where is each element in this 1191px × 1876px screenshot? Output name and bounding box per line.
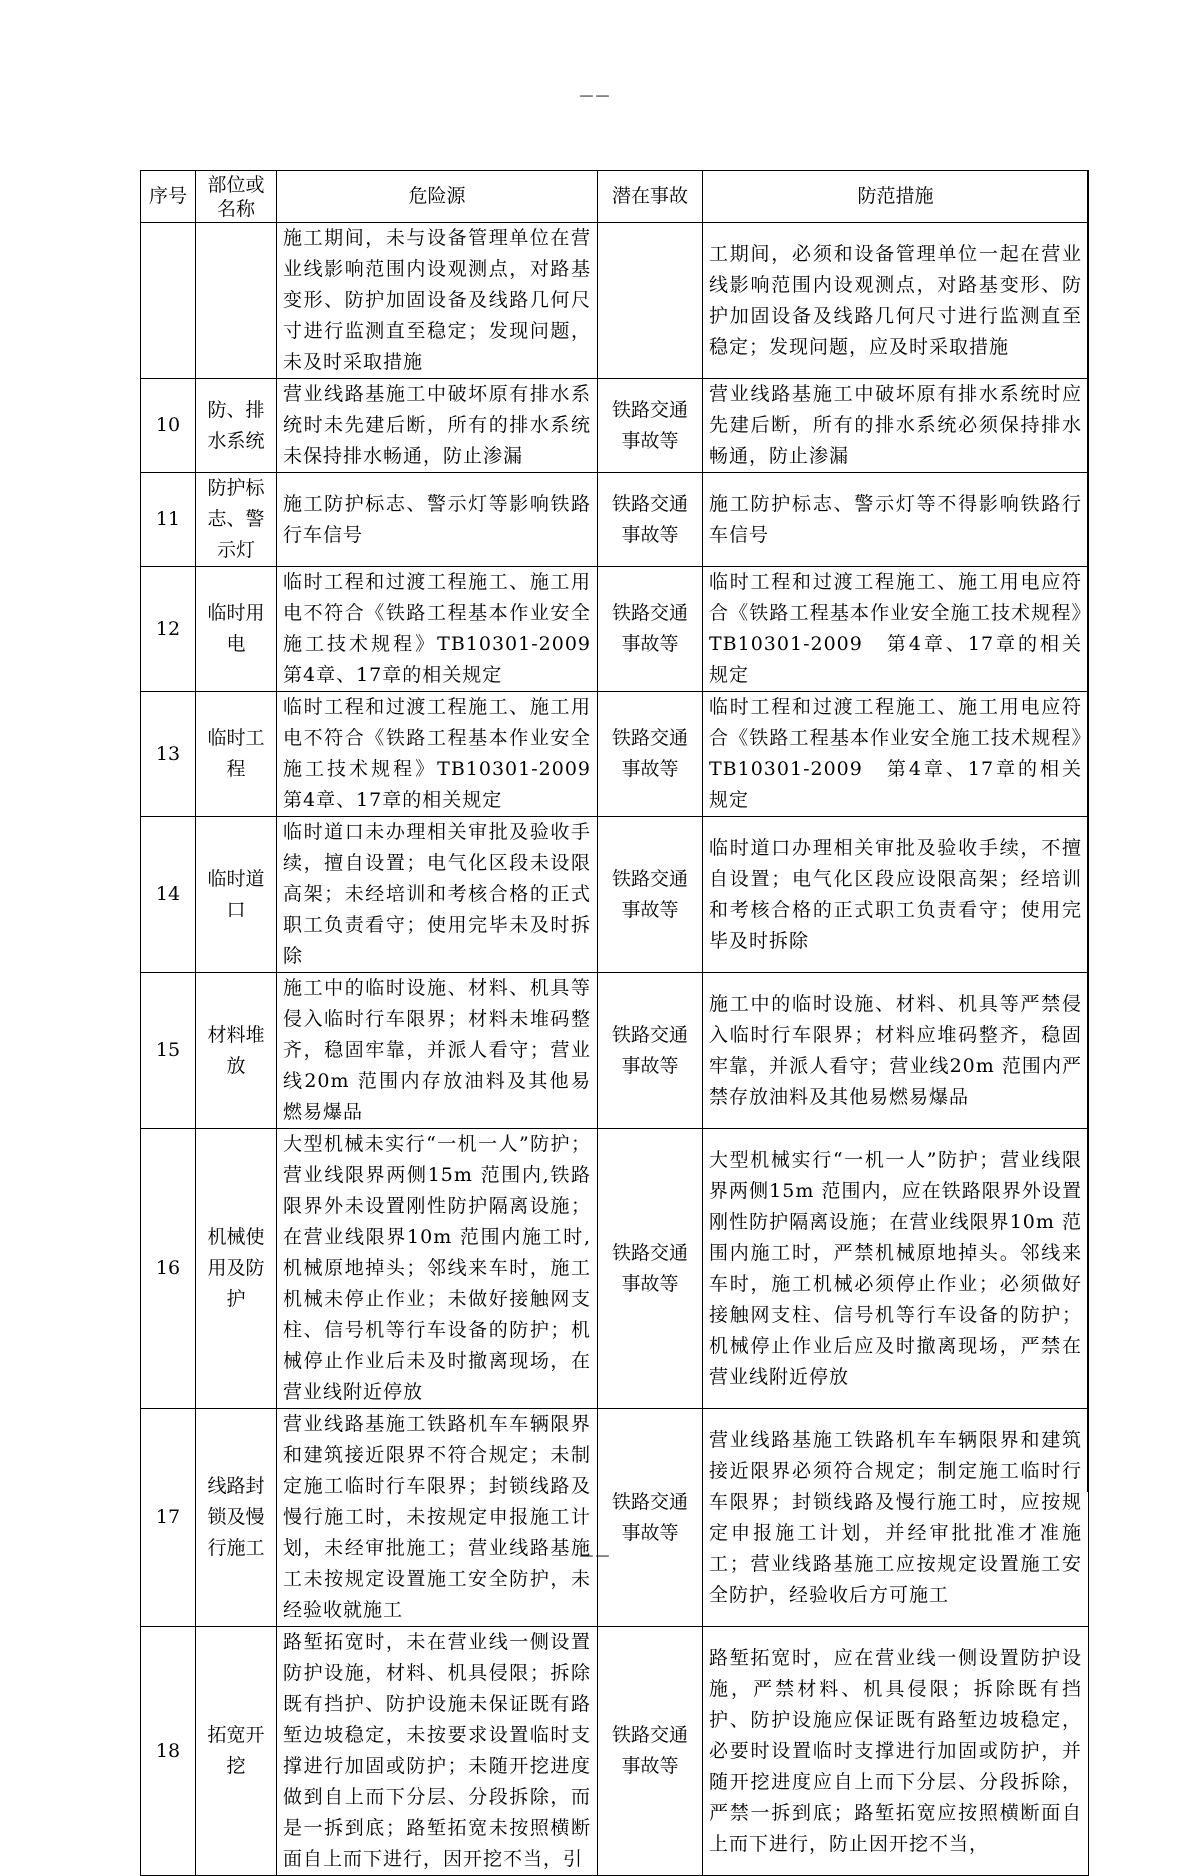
row-accident: 铁路交通事故等 (598, 473, 703, 567)
row-part: 材料堆放 (196, 973, 277, 1129)
row-measure: 营业线路基施工中破坏原有排水系统时应先建后断，所有的排水系统必须保持排水畅通，防止渗漏 (703, 379, 1089, 473)
row-no (141, 223, 196, 379)
table-row (141, 473, 1089, 567)
row-measure: 临时道口办理相关审批及验收手续，不擅自设置；电气化区段应设限高架；经培训和考核合格的正式职工负责看守；使用完毕及时拆除 (703, 817, 1089, 973)
row-accident: 铁路交通事故等 (598, 973, 703, 1129)
table-row (141, 817, 1089, 973)
row-measure: 路堑拓宽时，应在营业线一侧设置防护设施，严禁材料、机具侵限；拆除既有挡护、防护设施应保证既有路堑边坡稳定，必要时设置临时支撑进行加固或防护，并随开挖进度应自上而下分层、分段拆除，严禁一拆到底；路堑拓宽应按照横断面自上而下进行，防止因开挖不当， (703, 1627, 1089, 1876)
header-no: 序号 (141, 171, 196, 223)
row-measure: 施工中的临时设施、材料、机具等严禁侵入临时行车限界；材料应堆码整齐，稳固牢靠，并派人看守；营业线20m 范围内严禁存放油料及其他易燃易爆品 (703, 973, 1089, 1129)
row-hazard: 施工防护标志、警示灯等影响铁路行车信号 (277, 473, 598, 567)
row-part: 防护标志、警示灯 (196, 473, 277, 567)
row-hazard: 营业线路基施工中破坏原有排水系统时未先建后断，所有的排水系统未保持排水畅通，防止渗漏 (277, 379, 598, 473)
row-measure: 营业线路基施工铁路机车车辆限界和建筑接近限界必须符合规定；制定施工临时行车限界；封锁线路及慢行施工时，应按规定申报施工计划，并经审批批准才准施工；营业线路基施工应按规定设置施工安全防护，经验收后方可施工 (703, 1409, 1089, 1627)
row-no: 15 (141, 973, 196, 1129)
table-row (141, 692, 1089, 817)
row-no: 18 (141, 1627, 196, 1876)
table-row (141, 1627, 1089, 1876)
header-accident: 潜在事故 (598, 171, 703, 223)
row-no: 17 (141, 1409, 196, 1627)
page-bottom-mark: —— (579, 1548, 612, 1564)
row-accident: 铁路交通事故等 (598, 1129, 703, 1409)
table-row (141, 973, 1089, 1129)
row-hazard: 大型机械未实行“一机一人”防护；营业线限界两侧15m 范围内,铁路限界外未设置刚性防护隔离设施；在营业线限界10m 范围内施工时,机械原地掉头；邻线来车时，施工机械未停止作业；未做好接触网支柱、信号机等行车设备的防护；机械停止作业后未及时撤离现场，在营业线附近停放 (277, 1129, 598, 1409)
row-measure: 施工防护标志、警示灯等不得影响铁路行车信号 (703, 473, 1089, 567)
table-right-double-border (1087, 170, 1092, 1492)
row-no: 12 (141, 567, 196, 692)
row-part: 临时用电 (196, 567, 277, 692)
row-no: 14 (141, 817, 196, 973)
row-accident: 铁路交通事故等 (598, 379, 703, 473)
row-no: 16 (141, 1129, 196, 1409)
row-measure: 工期间，必须和设备管理单位一起在营业线影响范围内设观测点，对路基变形、防护加固设备及线路几何尺寸进行监测直至稳定；发现问题，应及时采取措施 (703, 223, 1089, 379)
table-row (141, 567, 1089, 692)
row-part: 机械使用及防护 (196, 1129, 277, 1409)
table-row (141, 223, 1089, 379)
table-row (141, 1129, 1089, 1409)
row-hazard: 施工期间，未与设备管理单位在营业线影响范围内设观测点，对路基变形、防护加固设备及线路几何尺寸进行监测直至稳定；发现问题，未及时采取措施 (277, 223, 598, 379)
row-accident (598, 223, 703, 379)
row-part: 临时工程 (196, 692, 277, 817)
row-part (196, 223, 277, 379)
page-top-mark: —— (579, 88, 612, 104)
row-measure: 临时工程和过渡工程施工、施工用电应符合《铁路工程基本作业安全施工技术规程》TB10301-2009 第4章、17章的相关规定 (703, 692, 1089, 817)
row-part: 临时道口 (196, 817, 277, 973)
row-measure: 临时工程和过渡工程施工、施工用电应符合《铁路工程基本作业安全施工技术规程》TB10301-2009 第4章、17章的相关规定 (703, 567, 1089, 692)
row-part: 线路封锁及慢行施工 (196, 1409, 277, 1627)
row-hazard: 临时工程和过渡工程施工、施工用电不符合《铁路工程基本作业安全施工技术规程》TB10301-2009 第4章、17章的相关规定 (277, 567, 598, 692)
row-measure: 大型机械实行“一机一人”防护；营业线限界两侧15m 范围内，应在铁路限界外设置刚性防护隔离设施；在营业线限界10m 范围内施工时，严禁机械原地掉头。邻线来车时，施工机械必须停止作业；必须做好接触网支柱、信号机等行车设备的防护；机械停止作业后应及时撤离现场，严禁在营业线附近停放 (703, 1129, 1089, 1409)
header-part: 部位或名称 (196, 171, 277, 223)
row-accident: 铁路交通事故等 (598, 1409, 703, 1627)
table-row (141, 1409, 1089, 1627)
row-no: 10 (141, 379, 196, 473)
row-hazard: 施工中的临时设施、材料、机具等侵入临时行车限界；材料未堆码整齐，稳固牢靠，并派人看守；营业线20m 范围内存放油料及其他易燃易爆品 (277, 973, 598, 1129)
header-hazard: 危险源 (277, 171, 598, 223)
table-header-row (141, 171, 1089, 223)
header-measure: 防范措施 (703, 171, 1089, 223)
row-accident: 铁路交通事故等 (598, 817, 703, 973)
row-accident: 铁路交通事故等 (598, 692, 703, 817)
row-accident: 铁路交通事故等 (598, 567, 703, 692)
row-no: 13 (141, 692, 196, 817)
row-hazard: 路堑拓宽时，未在营业线一侧设置防护设施，材料、机具侵限；拆除既有挡护、防护设施未保证既有路堑边坡稳定，未按要求设置临时支撑进行加固或防护；未随开挖进度做到自上而下分层、分段拆除，而是一拆到底；路堑拓宽未按照横断面自上而下进行，因开挖不当，引 (277, 1627, 598, 1876)
row-accident: 铁路交通事故等 (598, 1627, 703, 1876)
row-hazard: 临时工程和过渡工程施工、施工用电不符合《铁路工程基本作业安全施工技术规程》TB10301-2009 第4章、17章的相关规定 (277, 692, 598, 817)
row-part: 防、排水系统 (196, 379, 277, 473)
row-no: 11 (141, 473, 196, 567)
row-hazard: 营业线路基施工铁路机车车辆限界和建筑接近限界不符合规定；未制定施工临时行车限界；封锁线路及慢行施工时，未按规定申报施工计划，未经审批施工；营业线路基施工未按规定设置施工安全防护，未经验收就施工 (277, 1409, 598, 1627)
row-part: 拓宽开挖 (196, 1627, 277, 1876)
hazard-table (140, 170, 1089, 1876)
row-hazard: 临时道口未办理相关审批及验收手续，擅自设置；电气化区段未设限高架；未经培训和考核合格的正式职工负责看守；使用完毕未及时拆除 (277, 817, 598, 973)
table-row (141, 379, 1089, 473)
